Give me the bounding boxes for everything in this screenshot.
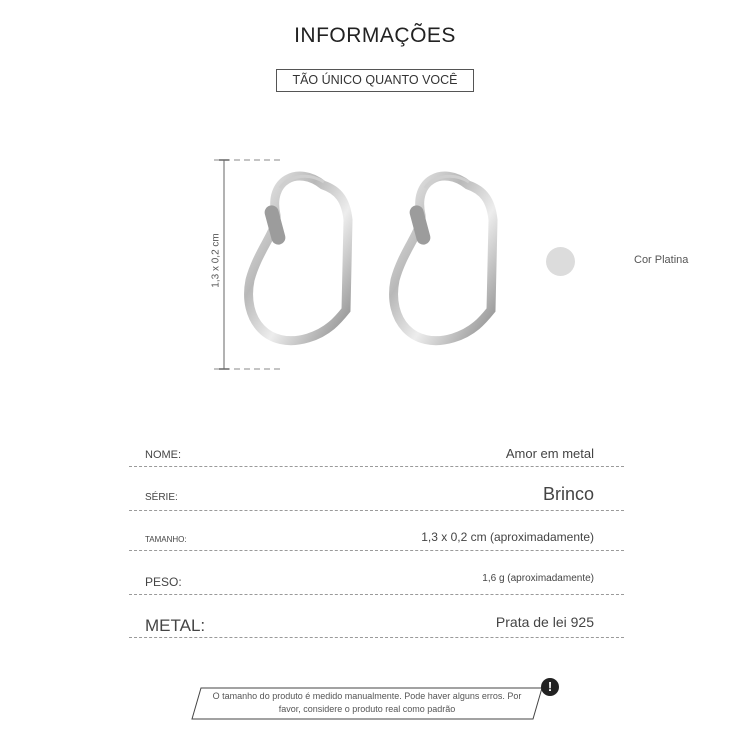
divider: [129, 510, 624, 511]
earring-right: [394, 176, 493, 341]
dimension-label: 1,3 x 0,2 cm: [210, 233, 222, 288]
heart-hoop-earrings-icon: [228, 160, 528, 360]
subtitle-box: TÃO ÚNICO QUANTO VOCÊ: [276, 69, 474, 92]
color-label: Cor Platina: [634, 254, 689, 266]
spec-value: Amor em metal: [505, 446, 594, 461]
spec-label: TAMANHO:: [145, 535, 187, 544]
spec-label: NOME:: [145, 449, 182, 461]
divider: [129, 594, 624, 595]
spec-label: SÉRIE:: [145, 492, 178, 503]
color-swatch-platina[interactable]: [546, 247, 575, 276]
divider: [129, 637, 624, 638]
spec-value: Prata de lei 925: [495, 614, 594, 630]
spec-row-metal: [129, 613, 624, 637]
spec-value: 1,6 g (aproximadamente): [482, 573, 594, 584]
earring-left: [249, 176, 348, 341]
spec-row-nome: [129, 446, 624, 466]
divider: [129, 550, 624, 551]
spec-row-tamanho: [129, 528, 624, 548]
spec-label: PESO:: [145, 575, 182, 589]
spec-row-serie: [129, 483, 624, 507]
notice-text: O tamanho do produto é medido manualmente. Pode haver alguns erros. Por favor, considere o produto real como padrão: [212, 691, 522, 714]
divider: [129, 466, 624, 467]
notice: [191, 687, 543, 720]
spec-value: Brinco: [542, 484, 594, 504]
alert-icon: !: [541, 678, 559, 696]
spec-row-peso: [129, 572, 624, 592]
spec-value: 1,3 x 0,2 cm (aproximadamente): [421, 530, 594, 544]
page-title: INFORMAÇÕES: [294, 24, 456, 47]
spec-label: METAL:: [145, 616, 206, 635]
